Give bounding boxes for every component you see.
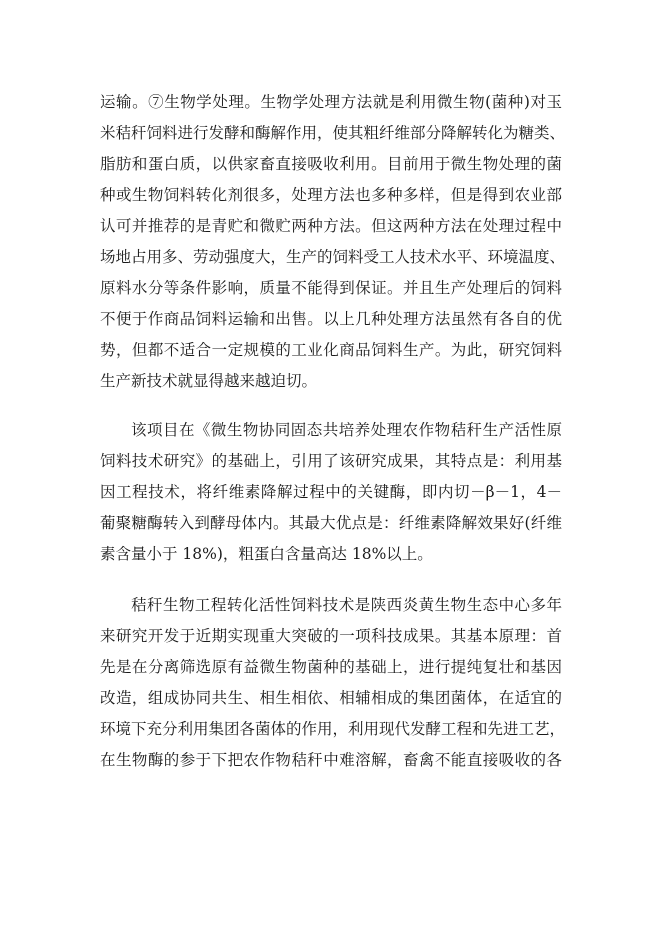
text-line-18: 先是在分离筛选原有益微生物菌种的基础上，进行提纯复壮和基因 [100, 658, 562, 676]
text-line-17: 来研究开发于近期实现重大突破的一项科技成果。其基本原理：首 [100, 627, 562, 645]
text-line-11: 该项目在《微生物协同固态共培养处理农作物秸秆生产活性原 [131, 421, 562, 439]
text-line-5: 认可并推荐的是青贮和微贮两种方法。但这两种方法在处理过程中 [100, 217, 562, 235]
text-line-13: 因工程技术，将纤维素降解过程中的关键酶，即内切－β－1，4－ [100, 483, 562, 501]
text-line-14: 葡聚糖酶转入到酵母体内。其最大优点是：纤维素降解效果好(纤维 [100, 514, 562, 532]
text-line-21: 在生物酶的参于下把农作物秸秆中难溶解，畜禽不能直接吸收的各 [100, 751, 562, 769]
text-line-8: 不便于作商品饲料运输和出售。以上几种处理方法虽然有各自的优 [100, 310, 562, 328]
text-line-10: 生产新技术就显得越来越迫切。 [100, 372, 318, 390]
text-line-7: 原料水分等条件影响，质量不能得到保证。并且生产处理后的饲料 [100, 279, 562, 297]
text-line-19: 改造，组成协同共生、相生相依、相辅相成的集团菌体，在适宜的 [100, 689, 562, 707]
text-line-12: 饲料技术研究》的基础上，引用了该研究成果，其特点是：利用基 [100, 452, 562, 470]
text-line-20: 环境下充分利用集团各菌体的作用，利用现代发酵工程和先进工艺， [100, 720, 566, 738]
text-line-2: 米秸秆饲料进行发酵和酶解作用，使其粗纤维部分降解转化为糖类、 [100, 124, 566, 142]
text-line-3: 脂肪和蛋白质，以供家畜直接吸收利用。目前用于微生物处理的菌 [100, 155, 562, 173]
text-line-16: 秸秆生物工程转化活性饲料技术是陕西炎黄生物生态中心多年 [131, 596, 562, 614]
text-line-1: 运输。⑦生物学处理。生物学处理方法就是利用微生物(菌种)对玉 [100, 93, 562, 111]
text-line-6: 场地占用多、劳动强度大，生产的饲料受工人技术水平、环境温度、 [100, 248, 566, 266]
text-line-15: 素含量小于 18%)，粗蛋白含量高达 18%以上。 [100, 545, 433, 563]
text-line-4: 种或生物饲料转化剂很多，处理方法也多种多样，但是得到农业部 [100, 186, 562, 204]
text-line-9: 势，但都不适合一定规模的工业化商品饲料生产。为此，研究饲料 [100, 341, 562, 359]
